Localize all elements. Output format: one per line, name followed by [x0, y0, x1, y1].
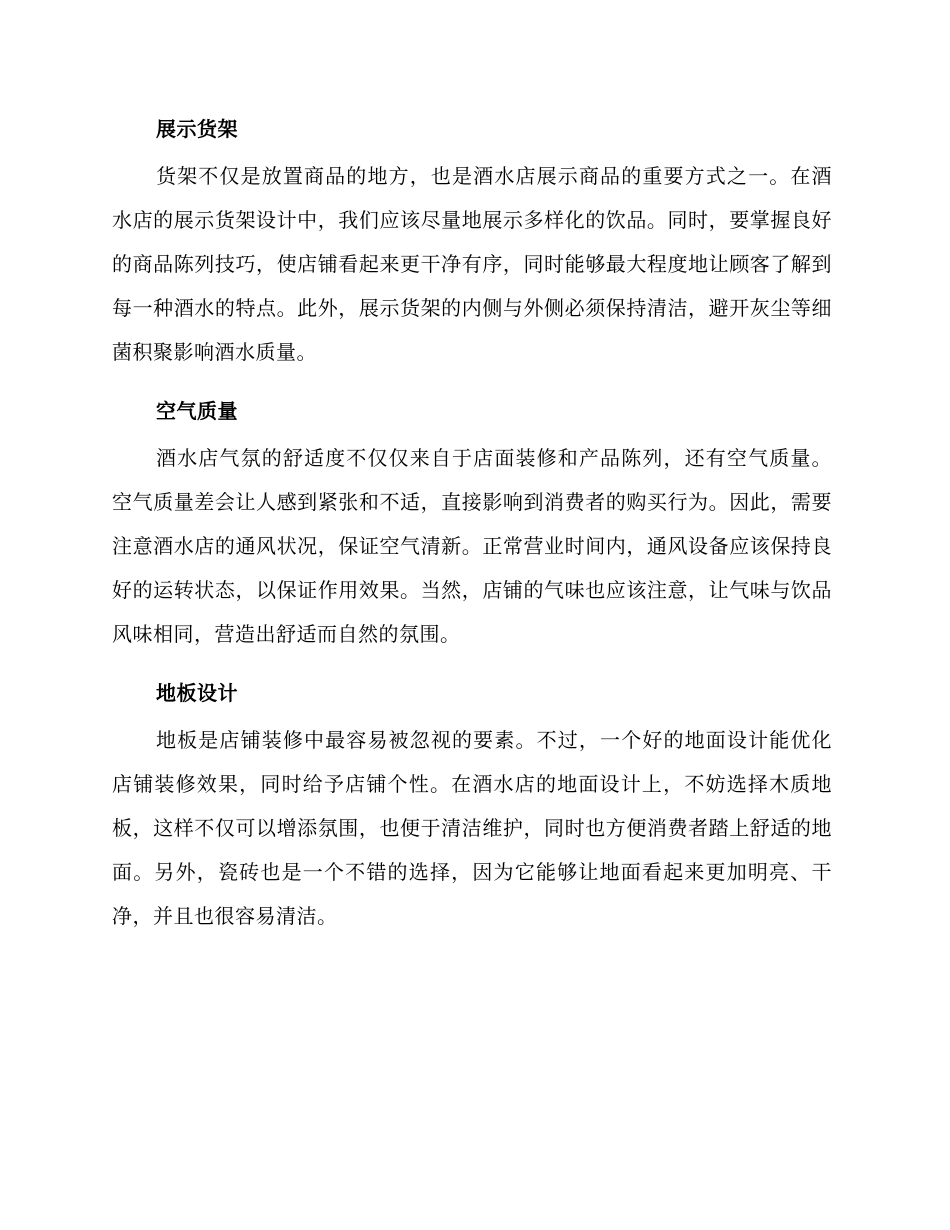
section-display-shelves: [112, 112, 832, 374]
section-paragraph: 货架不仅是放置商品的地方，也是酒水店展示商品的重要方式之一。在酒水店的展示货架设计中，我们应该尽量地展示多样化的饮品。同时，要掌握良好的商品陈列技巧，使店铺看起来更干净有序，同时能够最大程度地让顾客了解到每一种酒水的特点。此外，展示货架的内侧与外侧必须保持清洁，避开灰尘等细菌积聚影响酒水质量。: [112, 164, 832, 364]
section-heading: 展示货架: [156, 117, 238, 141]
section-paragraph: 地板是店铺装修中最容易被忽视的要素。不过，一个好的地面设计能优化店铺装修效果，同时给予店铺个性。在酒水店的地面设计上，不妨选择木质地板，这样不仅可以增添氛围，也便于清洁维护，同时也方便消费者踏上舒适的地面。另外，瓷砖也是一个不错的选择，因为它能够让地面看起来更加明亮、干净，并且也很容易清洁。: [112, 728, 832, 928]
section-floor-design: [112, 676, 832, 938]
section-heading: 地板设计: [156, 681, 238, 705]
document-content: [112, 112, 832, 958]
section-heading: 空气质量: [156, 399, 238, 423]
section-paragraph: 酒水店气氛的舒适度不仅仅来自于店面装修和产品陈列，还有空气质量。空气质量差会让人感到紧张和不适，直接影响到消费者的购买行为。因此，需要注意酒水店的通风状况，保证空气清新。正常营业时间内，通风设备应该保持良好的运转状态，以保证作用效果。当然，店铺的气味也应该注意，让气味与饮品风味相同，营造出舒适而自然的氛围。: [112, 446, 832, 646]
section-air-quality: [112, 394, 832, 656]
